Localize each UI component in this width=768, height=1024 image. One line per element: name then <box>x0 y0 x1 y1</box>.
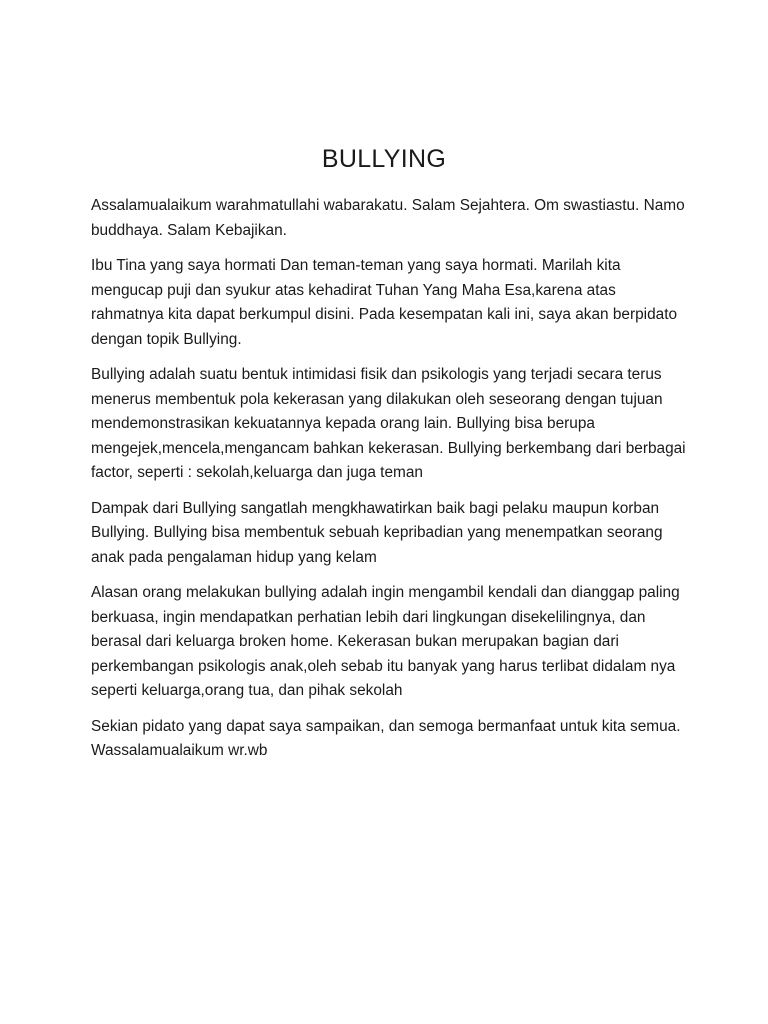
paragraph-greeting: Assalamualaikum warahmatullahi wabarakatu. Salam Sejahtera. Om swastiastu. Namo buddhaya. Salam Kebajikan. <box>91 197 685 239</box>
document-body <box>91 194 691 775</box>
paragraph-reasons: Alasan orang melakukan bullying adalah ingin mengambil kendali dan dianggap paling berkuasa, ingin mendapatkan perhatian lebih dari lingkungan disekelilingnya, dan berasal dari keluarga broken home. Kekerasan bukan merupakan bagian dari perkembangan psikologis anak,oleh sebab itu banyak yang harus terlibat didalam nya seperti keluarga,orang tua, dan pihak sekolah <box>91 584 680 699</box>
paragraph-closing: Sekian pidato yang dapat saya sampaikan, dan semoga bermanfaat untuk kita semua. Wassalamualaikum wr.wb <box>91 717 681 759</box>
paragraph-opening: Ibu Tina yang saya hormati Dan teman-teman yang saya hormati. Marilah kita mengucap puji dan syukur atas kehadirat Tuhan Yang Maha Esa,karena atas rahmatnya kita dapat berkumpul disini. Pada kesempatan kali ini, saya akan berpidato dengan topik Bullying. <box>91 257 678 348</box>
paragraph-impact: Dampak dari Bullying sangatlah mengkhawatirkan baik bagi pelaku maupun korban Bullying. Bullying bisa membentuk sebuah kepribadian yang menempatkan seorang anak pada pengalaman hidup yang kelam <box>91 499 663 566</box>
document-title: BULLYING <box>321 145 447 173</box>
paragraph-definition: Bullying adalah suatu bentuk intimidasi fisik dan psikologis yang terjadi secara terus menerus membentuk pola kekerasan yang dilakukan oleh seseorang dengan tujuan mendemonstrasikan kekuatannya kepada orang lain. Bullying bisa berupa mengejek,mencela,mengancam bahkan kekerasan. Bullying berkembang dari berbagai factor, seperti : sekolah,keluarga dan juga teman <box>91 366 686 481</box>
